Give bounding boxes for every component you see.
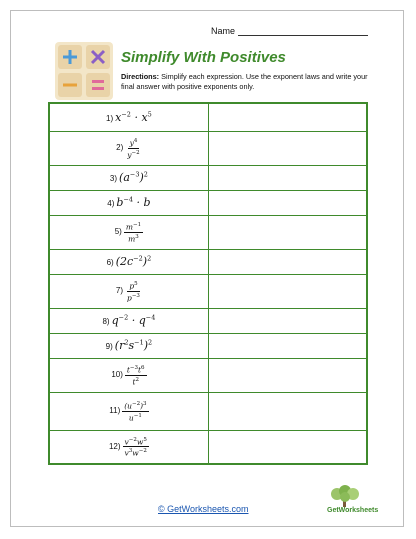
problem-number: 5) xyxy=(114,227,122,236)
expression: $(r^2s^{-1})^2$ xyxy=(114,338,153,353)
answer-cell[interactable] xyxy=(208,131,367,165)
minus-icon xyxy=(63,84,77,87)
answer-cell[interactable] xyxy=(208,274,367,308)
problem-number: 3) xyxy=(109,174,118,184)
problem-row xyxy=(49,215,367,249)
getworksheets-link[interactable]: © GetWorksheets.com xyxy=(158,504,249,514)
problem-number: 10) xyxy=(111,370,123,379)
problem-row xyxy=(49,430,367,464)
problem-cell xyxy=(49,165,208,190)
problem-row xyxy=(49,274,367,308)
expression: $(2c^{-2})^2$ xyxy=(115,254,152,269)
brand-label: GetWorksheets xyxy=(327,507,379,514)
name-line[interactable] xyxy=(238,26,368,36)
math-symbols-logo xyxy=(55,42,113,100)
expression: $\frac{y^4}{y^{-2}}$ xyxy=(127,138,140,159)
problem-cell xyxy=(49,308,208,333)
expression: $\frac{m^{-1}}{m^3}$ xyxy=(125,222,142,243)
problem-row xyxy=(49,131,367,165)
problem-cell xyxy=(49,430,208,464)
problem-row xyxy=(49,103,367,131)
problem-cell xyxy=(49,392,208,430)
problem-number: 1) xyxy=(106,114,114,124)
problem-row xyxy=(49,165,367,190)
problem-row xyxy=(49,358,367,392)
name-label: Name xyxy=(210,26,235,36)
answer-cell[interactable] xyxy=(208,430,367,464)
directions-lead: Directions: xyxy=(121,72,160,81)
problem-number: 2) xyxy=(116,143,124,152)
problem-number: 12) xyxy=(108,441,121,451)
problem-number: 8) xyxy=(102,317,110,327)
answer-cell[interactable] xyxy=(208,103,367,131)
expression: $\frac{p^5}{p^{-3}}$ xyxy=(127,281,140,302)
problem-table xyxy=(48,102,368,465)
problem-cell xyxy=(49,190,208,215)
expression: $\frac{(u^{-2})^3}{u^{-1}}$ xyxy=(124,401,147,422)
expression: $(a^{-3})^2$ xyxy=(119,170,148,185)
directions-text: Simplify each expression. Use the exponent laws and write your final answer with positive exponents only. xyxy=(121,72,368,91)
problem-cell xyxy=(49,103,208,131)
name-field xyxy=(211,26,368,36)
problem-row xyxy=(49,190,367,215)
problem-cell xyxy=(49,249,208,274)
answer-cell[interactable] xyxy=(208,249,367,274)
expression: $x^{-2} \cdot x^5$ xyxy=(115,110,152,125)
answer-cell[interactable] xyxy=(208,165,367,190)
answer-cell[interactable] xyxy=(208,190,367,215)
answer-cell[interactable] xyxy=(208,392,367,430)
tree-logo-icon xyxy=(315,485,375,523)
expression: $\frac{t^{-3}t^6}{t^2}$ xyxy=(126,365,145,386)
worksheet-title: Simplify With Positives xyxy=(121,49,286,66)
problem-number: 11) xyxy=(109,406,121,415)
problem-row xyxy=(49,308,367,333)
problem-number: 4) xyxy=(107,199,115,209)
problem-row xyxy=(49,249,367,274)
expression: $q^{-2} \cdot q^{-4}$ xyxy=(111,313,156,328)
problem-number: 6) xyxy=(106,258,114,268)
directions xyxy=(121,72,371,92)
answer-cell[interactable] xyxy=(208,333,367,358)
answer-cell[interactable] xyxy=(208,358,367,392)
problem-cell xyxy=(49,274,208,308)
problem-row xyxy=(49,333,367,358)
answer-cell[interactable] xyxy=(208,308,367,333)
problem-number: 9) xyxy=(105,342,113,352)
expression: $\frac{v^{-2}w^5}{v^3w^{-2}}$ xyxy=(124,436,147,458)
expression: $b^{-4} \cdot b$ xyxy=(116,195,151,210)
problem-cell xyxy=(49,215,208,249)
problem-row xyxy=(49,392,367,430)
problem-number: 7) xyxy=(115,286,124,295)
problem-cell xyxy=(49,358,208,392)
answer-cell[interactable] xyxy=(208,215,367,249)
problem-cell xyxy=(49,131,208,165)
problem-cell xyxy=(49,333,208,358)
